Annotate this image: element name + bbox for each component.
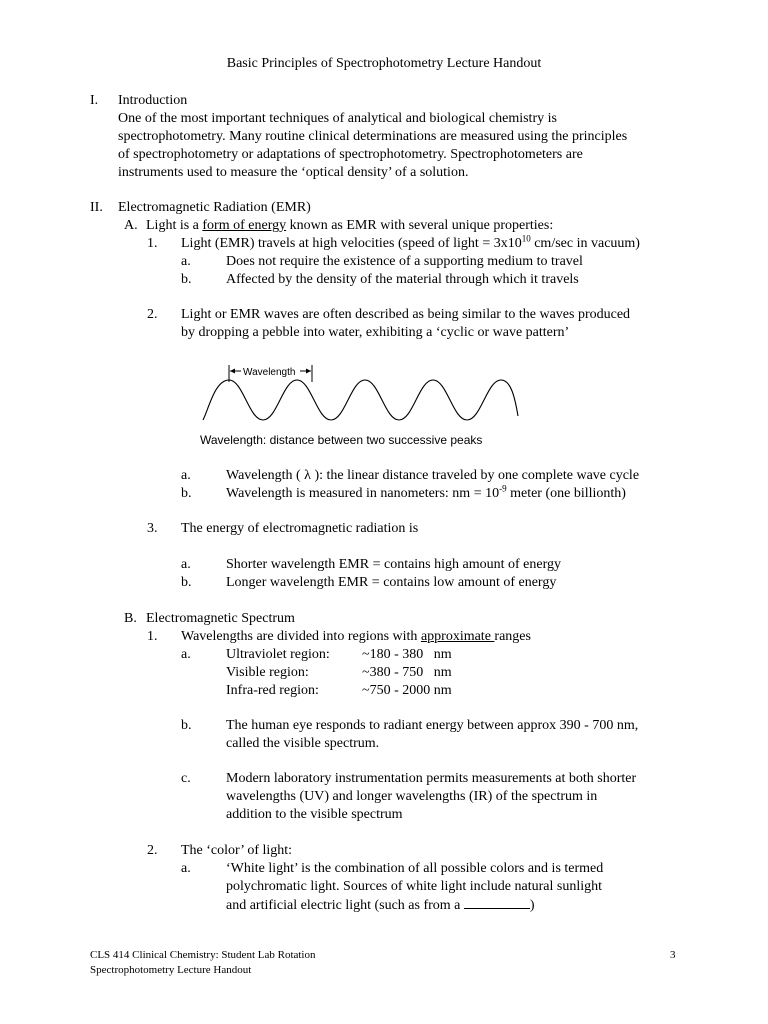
fill-in-blank	[464, 896, 530, 909]
point-text: The ‘color’ of light:	[181, 843, 293, 858]
region-range: ~180 - 380 nm	[362, 647, 452, 662]
section-number: I.	[90, 93, 99, 108]
subsection-label: A.	[124, 218, 138, 233]
item-label: a.	[181, 861, 191, 876]
item-text: Does not require the existence of a supporting medium to travel	[226, 254, 583, 269]
item-label: b.	[181, 272, 192, 287]
region-name: Visible region:	[226, 665, 309, 680]
sine-wave	[203, 380, 518, 420]
point-text: The energy of electromagnetic radiation is	[181, 521, 419, 536]
item-label: a.	[181, 468, 191, 483]
point-text: Light (EMR) travels at high velocities (speed of light = $3x10^{10}$ cm/sec in vacuum)	[181, 233, 640, 251]
arrowhead-right-icon	[306, 369, 311, 374]
paragraph-line: of spectrophotometry or adaptations of spectrophotometry. Spectrophotometers are	[118, 147, 583, 162]
wavelength-arrow-label: Wavelength	[243, 367, 296, 378]
item-text: and artificial electric light (such as from a )	[226, 898, 535, 913]
item-text: addition to the visible spectrum	[226, 807, 403, 822]
point-label: 1.	[147, 236, 158, 251]
point-text: Wavelengths are divided into regions with approximate ranges	[181, 629, 531, 644]
point-text: Light or EMR waves are often described as being similar to the waves produced	[181, 307, 631, 322]
item-label: b.	[181, 486, 192, 501]
subsection-text: Light is a form of energy known as EMR with several unique properties:	[146, 218, 554, 233]
subsection-label: B.	[124, 611, 137, 626]
item-label: b.	[181, 575, 192, 590]
item-label: a.	[181, 254, 191, 269]
item-text: Shorter wavelength EMR = contains high amount of energy	[226, 557, 562, 572]
paragraph-line: spectrophotometry. Many routine clinical determinations are measured using the principles	[118, 129, 628, 144]
paragraph-line: instruments used to measure the ‘optical density’ of a solution.	[118, 165, 469, 180]
wavelength-figure	[195, 358, 520, 453]
footer-handout: Spectrophotometry Lecture Handout	[90, 964, 252, 976]
section-heading: Electromagnetic Radiation (EMR)	[118, 200, 311, 215]
item-text: polychromatic light. Sources of white light include natural sunlight	[226, 879, 602, 894]
item-text: The human eye responds to radiant energy between approx 390 - 700 nm,	[226, 718, 639, 733]
item-label: a.	[181, 647, 191, 662]
page-title: Basic Principles of Spectrophotometry Lecture Handout	[226, 56, 542, 71]
item-text: called the visible spectrum.	[226, 736, 380, 751]
item-label: b.	[181, 718, 192, 733]
item-text: wavelengths (UV) and longer wavelengths (IR) of the spectrum in	[226, 789, 598, 804]
item-text: Affected by the density of the material through which it travels	[226, 272, 579, 287]
item-text: Wavelength is measured in nanometers: nm = $10^{-9}$ meter (one billionth)	[226, 483, 626, 501]
region-range: ~380 - 750 nm	[362, 665, 452, 680]
point-label: 3.	[147, 521, 158, 536]
section-heading: Introduction	[118, 93, 188, 108]
region-name: Ultraviolet region:	[226, 647, 330, 662]
point-text: by dropping a pebble into water, exhibiting a ‘cyclic or wave pattern’	[181, 325, 570, 340]
region-range: ~750 - 2000 nm	[362, 683, 452, 698]
paragraph-line: One of the most important techniques of analytical and biological chemistry is	[118, 111, 557, 126]
page-number: 3	[670, 949, 676, 961]
subsection-heading: Electromagnetic Spectrum	[146, 611, 295, 626]
item-text: Longer wavelength EMR = contains low amount of energy	[226, 575, 557, 590]
arrowhead-left-icon	[230, 369, 235, 374]
item-text: ‘White light’ is the combination of all possible colors and is termed	[226, 861, 604, 876]
point-label: 2.	[147, 843, 158, 858]
point-label: 2.	[147, 307, 158, 322]
point-label: 1.	[147, 629, 158, 644]
item-text: Wavelength ( λ ): the linear distance traveled by one complete wave cycle	[226, 468, 640, 483]
item-label: a.	[181, 557, 191, 572]
region-name: Infra-red region:	[226, 683, 319, 698]
section-number: II.	[90, 200, 103, 215]
figure-caption: Wavelength: distance between two successive peaks	[200, 433, 483, 447]
item-label: c.	[181, 771, 191, 786]
footer-course: CLS 414 Clinical Chemistry: Student Lab Rotation	[90, 949, 316, 961]
item-text: Modern laboratory instrumentation permits measurements at both shorter	[226, 771, 637, 786]
